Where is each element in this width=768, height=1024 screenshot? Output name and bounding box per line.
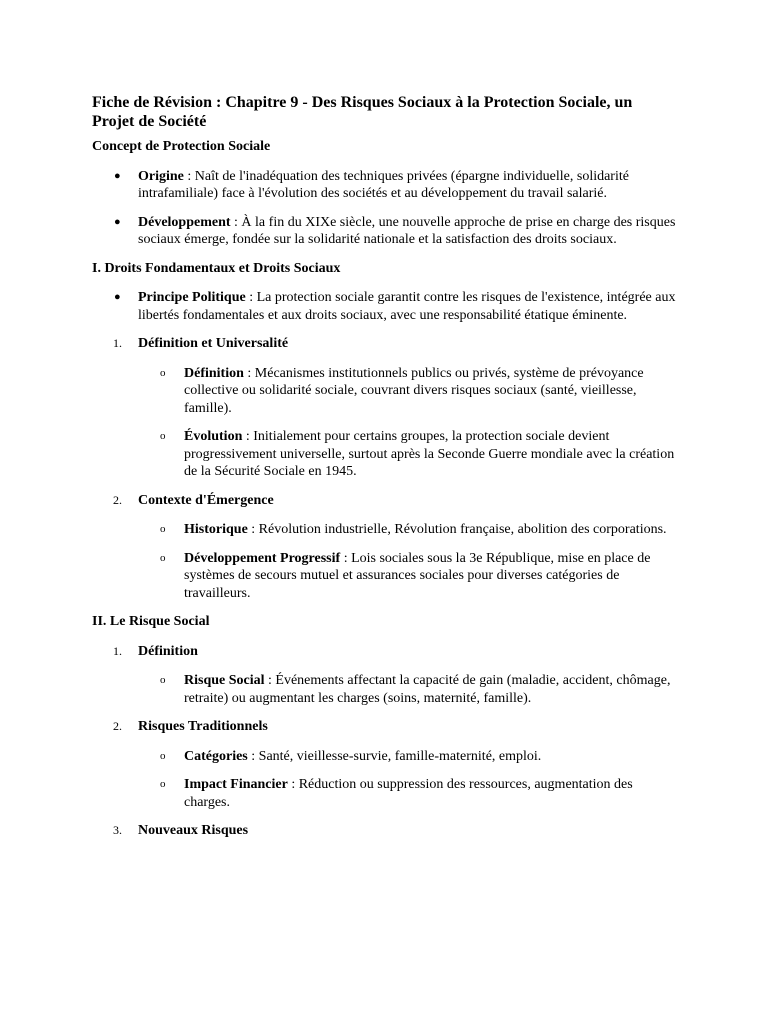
item-text: : La protection sociale garantit contre les risques de l'existence, intégrée aux libertés fondamentales et aux droits sociaux, avec une responsabilité étatique éminente. <box>138 290 676 323</box>
item-number: 2. <box>113 492 122 507</box>
item-text: : Initialement pour certains groupes, la protection sociale devient progressivement universelle, surtout après la Seconde Guerre mondiale avec la création de la Sécurité Sociale en 1945. <box>184 429 675 479</box>
item-text: : À la fin du XIXe siècle, une nouvelle approche de prise en charge des risques sociaux émerge, fondée sur la solidarité nationale et la satisfaction des droits sociaux. <box>138 214 676 247</box>
droits-bullet-list <box>92 289 676 324</box>
item-term: Risque Social <box>184 673 265 688</box>
item-text: : Naît de l'inadéquation des techniques privées (épargne individuelle, solidarité intrafamiliale) face à l'évolution des sociétés et au développement du travail salarié. <box>138 168 629 201</box>
circle-bullet-icon: o <box>160 366 166 379</box>
item-text: : Lois sociales sous la 3e République, mise en place de systèmes de secours mutuel et assurances sociales pour diverses catégories de travailleurs. <box>184 550 651 601</box>
item-number: 1. <box>113 336 122 350</box>
item-term: Évolution <box>184 429 243 444</box>
sub-list <box>138 672 676 707</box>
numbered-item <box>92 492 676 603</box>
section-heading-risque: II. Le Risque Social <box>92 614 210 629</box>
sub-list <box>138 748 676 812</box>
numbered-item-title: Nouveaux Risques <box>138 823 249 838</box>
bullet-icon: ● <box>114 169 121 182</box>
list-item <box>92 168 676 203</box>
item-text: : Réduction ou suppression des ressources, augmentation des charges. <box>184 777 633 810</box>
numbered-item-title: Définition <box>138 643 198 659</box>
sub-list-item <box>138 748 676 766</box>
numbered-item-title: Risques Traditionnels <box>138 719 268 734</box>
sub-list-item <box>138 550 676 603</box>
item-term: Catégories <box>184 748 248 764</box>
risque-numbered-list <box>92 643 676 840</box>
item-text: : Événements affectant la capacité de gain (maladie, accident, chômage, retraite) ou augmentant les charges (soins, maternité, famille). <box>184 673 671 706</box>
item-term: Principe Politique <box>138 290 246 305</box>
numbered-item <box>92 822 676 840</box>
item-text: : Santé, vieillesse-survie, famille-maternité, emploi. <box>247 748 542 764</box>
bullet-icon: ● <box>114 215 121 228</box>
circle-bullet-icon: o <box>160 523 166 535</box>
circle-bullet-icon: o <box>160 778 166 790</box>
numbered-item <box>92 643 676 708</box>
section-heading-concept: Concept de Protection Sociale <box>92 139 271 154</box>
bullet-icon: ● <box>114 291 121 303</box>
numbered-item-title: Définition et Universalité <box>138 336 289 351</box>
sub-list-item <box>138 521 676 539</box>
item-term: Développement Progressif <box>184 550 341 566</box>
item-number: 1. <box>113 643 122 658</box>
list-item <box>92 214 676 249</box>
item-term: Impact Financier <box>184 777 288 792</box>
item-text: : Mécanismes institutionnels publics ou privés, système de prévoyance collective ou solidarité sociale, couvrant divers risques sociaux (santé, vieillesse, famille). <box>184 365 644 416</box>
circle-bullet-icon: o <box>160 551 166 564</box>
item-term: Développement <box>138 214 231 230</box>
section-heading-droits: I. Droits Fondamentaux et Droits Sociaux <box>92 260 341 276</box>
sub-list-item <box>138 365 676 418</box>
concept-list <box>92 168 676 249</box>
document-title: Fiche de Révision : Chapitre 9 - Des Risques Sociaux à la Protection Sociale, un Projet de Société <box>92 94 633 130</box>
item-number: 2. <box>113 719 122 733</box>
list-item <box>92 289 676 324</box>
circle-bullet-icon: o <box>160 430 166 442</box>
circle-bullet-icon: o <box>160 749 166 762</box>
sub-list <box>138 521 676 602</box>
numbered-item <box>92 718 676 811</box>
numbered-item-title: Contexte d'Émergence <box>138 492 274 508</box>
item-term: Origine <box>138 168 184 184</box>
item-term: Historique <box>184 522 248 537</box>
item-number: 3. <box>113 823 122 837</box>
circle-bullet-icon: o <box>160 674 166 686</box>
droits-numbered-list <box>92 335 676 602</box>
sub-list-item <box>138 428 676 481</box>
sub-list <box>138 365 676 481</box>
sub-list-item <box>138 672 676 707</box>
sub-list-item <box>138 776 676 811</box>
item-text: : Révolution industrielle, Révolution française, abolition des corporations. <box>247 522 667 537</box>
item-term: Définition <box>184 365 244 381</box>
numbered-item <box>92 335 676 481</box>
